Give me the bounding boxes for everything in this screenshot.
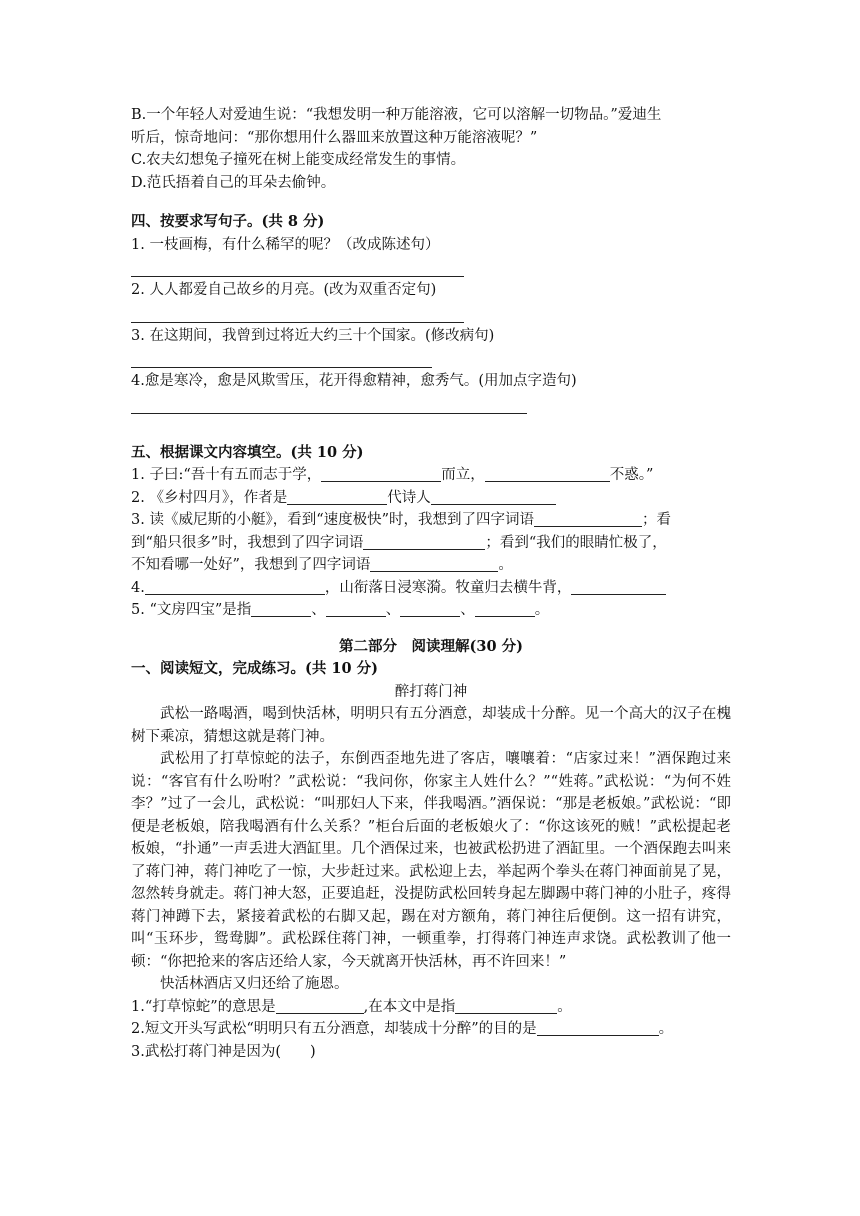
reading-q3: 3.武松打蒋门神是因为( )	[131, 1043, 316, 1060]
passage-paragraph-2: 武松用了打草惊蛇的法子，东倒西歪地先进了客店，嚷嚷着：“店家过来！”酒保跑过来说：“客官有什么吩咐？”武松说：“我问你，你家主人姓什么？”“姓蒋。”武松说：“为何不姓李？”过了一会儿，武松说：“叫那妇人下来，伴我喝酒。”酒保说：“那是老板娘。”武松说：“即便是老板娘，陪我喝酒有什么关系？”柜台后面的老板娘火了：“你这该死的贼！”武松提起老板娘，“扑通”一声丢进大酒缸里。几个酒保过来，也被武松扔进了酒缸里。一个酒保跑去叫来了蒋门神，蒋门神吃了一惊，大步赶过来。武松迎上去，举起两个拳头在蒋门神面前晃了晃，忽然转身就走。蒋门神大怒，正要追赶，没提防武松回转身起左脚踢中蒋门神的小肚子，疼得蒋门神蹲下去，紧接着武松的右脚又起，踢在对方额角，蒋门神往后便倒。这一招有讲究，叫“玉环步，鸳鸯脚”。武松踩住蒋门神，一顿重拳，打得蒋门神连声求饶。武松教训了他一顿：“你把抢来的客店还给人家，今天就离开快活林，再不许回来！”	[131, 751, 731, 970]
fill-blank	[485, 466, 610, 482]
section5-q2: 2. 《乡村四月》，作者是 代诗人	[131, 487, 731, 510]
option-b-line1: B.一个年轻人对爱迪生说：“我想发明一种万能溶液，它可以溶解一切物品。”爱迪生	[131, 107, 662, 123]
section5-q3-line1: 3. 读《威尼斯的小艇》，看到“速度极快”时，我想到了四字词语 ；看	[131, 512, 672, 528]
answer-line-3	[131, 347, 432, 368]
exam-page	[131, 104, 731, 1063]
fill-blank	[326, 601, 386, 617]
option-b-line2: 听后，惊奇地问：“那你想用什么器皿来放置这种万能溶液呢？”	[131, 129, 538, 146]
fill-blank	[400, 601, 460, 617]
fill-blank	[534, 511, 642, 527]
part2-section1-title: 一、阅读短文，完成练习。(共 10 分)	[131, 660, 378, 677]
option-c: C.农夫幻想兔子撞死在树上能变成经常发生的事情。	[131, 152, 466, 168]
answer-line-4	[131, 393, 527, 414]
answer-line-1	[131, 256, 464, 277]
fill-blank	[370, 556, 498, 572]
fill-blank	[431, 489, 556, 505]
fill-blank	[321, 466, 441, 482]
fill-blank	[475, 601, 535, 617]
fill-blank	[276, 998, 364, 1014]
reading-q2: 2.短文开头写武松“明明只有五分酒意，却装成十分醉”的目的是 。	[131, 1021, 674, 1037]
section4-item-2: 2. 人人都爱自己故乡的月亮。(改为双重否定句)	[131, 282, 437, 298]
passage-title: 醉打蒋门神	[394, 683, 468, 700]
fill-blank	[455, 998, 557, 1014]
fill-blank	[287, 489, 387, 505]
fill-blank	[145, 579, 325, 595]
section4-item-1: 1. 一枝画梅，有什么稀罕的呢？（改成陈述句）	[131, 236, 440, 253]
fill-blank	[571, 579, 666, 595]
fill-blank	[251, 601, 311, 617]
section4-item-3: 3. 在这期间，我曾到过将近大约三十个国家。(修改病句)	[131, 327, 495, 344]
fill-blank	[363, 534, 485, 550]
section4-item-4: 4.愈是寒冷，愈是风欺雪压，花开得愈精神，愈秀气。(用加点字造句)	[131, 373, 577, 389]
section5-q3-line3: 不知看哪一处好”，我想到了四字词语 。	[131, 557, 513, 573]
passage-paragraph-3: 快活林酒店又归还给了施恩。	[160, 976, 349, 992]
section5-q3-line2: 到“船只很多”时，我想到了四字词语 ；看到“我们的眼睛忙极了，	[131, 534, 667, 551]
answer-line-2	[131, 302, 464, 323]
option-d: D.范氏捂着自己的耳朵去偷钟。	[131, 174, 336, 191]
reading-q1: 1.“打草惊蛇”的意思是 ,在本文中是指 。	[131, 998, 572, 1015]
passage-paragraph-1: 武松一路喝酒，喝到快活林，明明只有五分酒意，却装成十分醉。见一个高大的汉子在槐树下乘凉，猜想这就是蒋门神。	[131, 706, 731, 745]
part2-title: 第二部分 阅读理解(30 分)	[339, 637, 523, 655]
section5-title: 五、根据课文内容填空。(共 10 分)	[131, 443, 364, 461]
section5-q4: 4. ，山衔落日浸寒漪。牧童归去横牛背，	[131, 577, 731, 600]
section5-q5: 5. “文房四宝”是指 、 、 、 。	[131, 602, 550, 618]
fill-blank	[537, 1020, 659, 1036]
section5-q1: 1. 子曰:“吾十有五而志于学， 而立， 不惑。”	[131, 467, 654, 483]
section4-title: 四、按要求写句子。(共 8 分)	[131, 213, 325, 230]
